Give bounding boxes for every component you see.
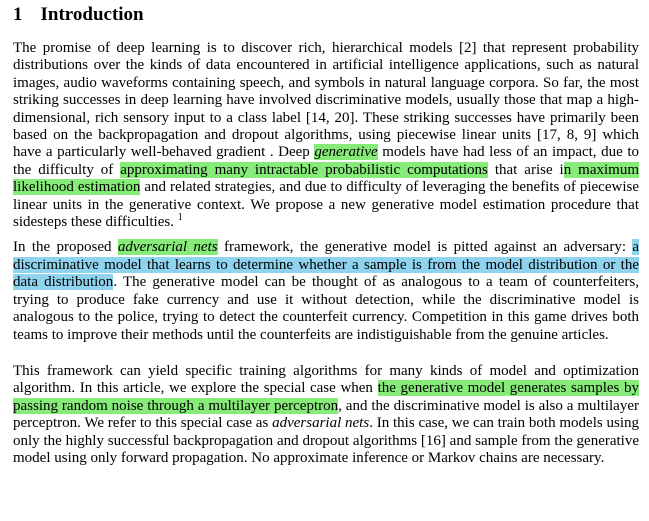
text-run: adversarial nets: [272, 415, 370, 432]
text-run: This framework can yield specific training algorithms for many kinds of model and optimization algorithm. In this article, we explore the special case when: [13, 362, 639, 397]
text-run: framework, the generative model is pitted against an adversary:: [217, 239, 633, 256]
text-run: and related strategies, and due to difficulty of leveraging the benefits of piecewise linear units in the generative context. We propose a new generative model estimation procedure that sidesteps these difficulties.: [13, 179, 639, 231]
paragraph: [13, 239, 639, 343]
text-run: . The generative model can be thought of as analogous to a team of counterfeiters, trying to produce fake currency and use it without detection, while the discriminative model is analogous to the police, trying to detect the counterfeit currency. Competition in this game drives both teams to improve their methods until the counterfeits are indistiguishable from the genuine articles.: [13, 274, 639, 343]
text-run: In the proposed: [13, 239, 118, 256]
footnote-marker: 1: [177, 212, 183, 224]
highlighted-text: the generative model generates samples by passing random noise through a multilayer perceptron: [13, 380, 639, 414]
highlighted-text: a discriminative model that learns to determine whether a sample is from the model distribution or the data distribution: [13, 239, 640, 291]
paragraph: [13, 40, 639, 231]
section-number: 1: [13, 4, 23, 25]
highlighted-text: approximating many intractable probabilistic computations: [120, 161, 488, 178]
highlighted-text: n maximum likelihood estimation: [13, 161, 639, 196]
section-heading: [13, 4, 639, 26]
paragraph: [13, 363, 639, 467]
text-run: that arise i: [487, 161, 564, 178]
highlighted-text: adversarial nets: [117, 239, 218, 256]
text-run: models have had less of an impact, due to the difficulty of: [13, 144, 639, 178]
text-run: , and the discriminative model is also a multilayer perceptron. We refer to this special case as: [13, 397, 639, 432]
text-run: . In this case, we can train both models using only the highly successful backpropagation and dropout algorithms [16] and sample from the generative model using only forward propagation. No approximate inference or Markov chains are necessary.: [13, 415, 639, 466]
text-run: The promise of deep learning is to discover rich, hierarchical models [2] that represent probability distributions over the kinds of data encountered in artificial intelligence applications, such as natural images, audio waveforms containing speech, and symbols in natural language corpora. So far, the most striking successes in deep learning have involved discriminative models, usually those that map a high-dimensional, rich sensory input to a class label [14, 20]. These striking successes have primarily been based on the backpropagation and dropout algorithms, using piecewise linear units [17, 8, 9] which have a particularly well-behaved gradient . Deep: [13, 40, 639, 161]
section-title: Introduction: [40, 4, 144, 25]
highlighted-text: generative: [314, 144, 378, 161]
